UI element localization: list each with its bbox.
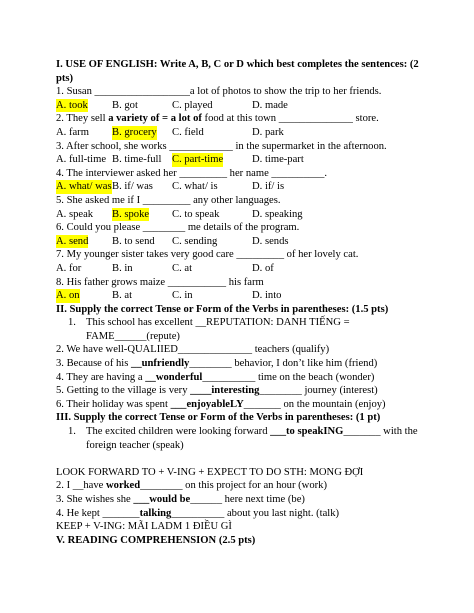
rule-keep-ving: KEEP + V-ING: MÃI LADM 1 ĐIỀU GÌ [56,521,232,533]
option-a: A. on [56,290,80,302]
question-stem: 8. His father grows maize ___________ his farm [56,276,264,288]
section2-item [56,384,428,398]
spacer [56,452,428,466]
option-a: A. full-time [56,154,107,166]
question-stem [56,112,428,126]
option-c: C. in [172,290,193,302]
option-c: C. field [172,126,204,138]
option-c: C. sending [172,235,218,247]
option-d: D. of [252,262,274,274]
option-b: B. got [112,99,138,111]
item-text-pre: 2. I __have [56,480,107,492]
section2-item [56,357,428,371]
section3-item1-post: _______ with the [343,426,418,438]
question-stem: 6. Could you please ________ me details of the program. [56,222,300,234]
section2-item1-line2: FAME______(repute) [86,330,180,342]
option-d: D. sends [252,235,289,247]
option-c: C. part-time [172,154,224,166]
item-answer: worked [106,480,141,492]
section3-heading: III. Supply the correct Tense or Form of the Verbs in parentheses: (1 pt) [56,412,381,424]
question-options [56,126,428,140]
note-item [56,507,428,521]
section1-heading: I. USE OF ENGLISH: Write A, B, C or D which best completes the sentences: (2 [56,59,419,70]
item-text-post: ______ here next time (be) [190,494,305,505]
question-options [56,180,428,194]
item-answer: __wonderful [145,371,203,383]
item-text-post: _______ on the mountain (enjoy) [243,398,386,410]
option-a: A. send [56,235,89,247]
stem-part: 2. They sell [56,113,109,125]
question-options [56,235,428,249]
option-b: B. to send [112,235,155,247]
section2-heading: II. Supply the correct Tense or Form of the Verbs in parentheses: (1.5 pts) [56,303,389,315]
stem-part: food at this town ______________ store. [201,113,379,125]
mcq-list [56,85,428,303]
option-d: D. into [252,290,282,302]
question-options [56,208,428,222]
question-stem: 1. Susan __________________a lot of photos to show the trip to her friends. [56,86,382,98]
item-text-post: __________ about you last night. (talk) [171,507,340,519]
option-c: C. at [172,262,193,274]
option-c: C. to speak [172,208,220,220]
item-answer: ___enjoyableLY [170,398,244,410]
section3-item1-line2: foreign teacher (speak) [86,439,184,451]
item-text-post: ________ on this project for an hour (work) [140,480,327,492]
option-b: B. spoke [112,208,150,220]
option-d: D. if/ is [252,181,285,193]
item-text-post: ________ journey (interest) [259,385,378,397]
option-a: A. what/ was [56,181,112,193]
item-text-pre: 5. Getting to the village is very [56,385,191,397]
option-b: B. if/ was [112,181,153,193]
question-options [56,99,428,113]
section2-items [56,343,428,411]
section2-item [56,343,428,357]
section2-item [56,398,428,412]
item-text-post: __________ time on the beach (wonder) [202,371,375,383]
option-b: B. grocery [112,126,157,138]
question-stem: 4. The interviewer asked her _________ her name __________. [56,167,328,179]
option-d: D. speaking [252,208,303,220]
item-text-pre: 2. We have well-QUALIIED______________ teachers (qualify) [56,344,330,356]
section3-item1-pre: The excited children were looking forward [86,426,271,438]
question-options [56,262,428,276]
option-b: B. at [112,290,133,302]
item-text-pre: 3. Because of his [56,358,132,370]
option-b: B. time-full [112,154,162,166]
item-text-pre: 3. She wishes she [56,494,134,505]
question-stem: 3. After school, she works ____________ in the supermarket in the afternoon. [56,140,387,152]
option-a: A. for [56,262,82,274]
option-a: A. speak [56,208,94,220]
item-answer: __unfriendly [131,358,190,370]
rule-look-forward: LOOK FORWARD TO + V-ING + EXPECT TO DO STH: MONG ĐỢI [56,466,364,478]
section1-heading-cont: pts) [56,72,74,84]
worksheet-page [56,58,428,547]
option-d: D. time-part [252,154,304,166]
question-options [56,153,428,167]
question-options [56,289,428,303]
option-c: C. played [172,99,213,111]
item-answer: ___would be [133,494,191,505]
item-text-post: ________ behavior, I don’t like him (friend) [189,358,378,370]
option-d: D. made [252,99,288,111]
section3-item-1 [56,425,428,452]
item-number: 1. [68,426,76,438]
item-text-pre: 4. They are having a [56,371,146,383]
item-text-pre: 6. Their holiday was spent [56,398,171,410]
item-text-pre: 4. He kept _______ [56,507,140,519]
note-item [56,479,428,493]
question-stem: 7. My younger sister takes very good care _________ of her lovely cat. [56,249,359,261]
stem-bold: a variety of = a lot of [108,113,202,125]
option-d: D. park [252,126,284,138]
section5-heading: V. READING COMPREHENSION (2.5 pts) [56,534,256,546]
option-b: B. in [112,262,133,274]
notes-items [56,479,428,520]
question-stem: 5. She asked me if I _________ any other languages. [56,194,281,206]
section2-item-1 [56,316,428,343]
option-a: A. took [56,99,88,111]
item-answer: ____interesting [190,385,260,397]
section2-item1-line1: This school has excellent __REPUTATION: DANH TIẾNG = [86,317,350,329]
option-c: C. what/ is [172,181,218,193]
option-a: A. farm [56,126,89,138]
section2-item [56,371,428,385]
note-item [56,493,428,507]
section3-item1-answer: ___to speakING [270,426,344,438]
item-number: 1. [68,317,76,329]
item-answer: talking [139,507,172,519]
